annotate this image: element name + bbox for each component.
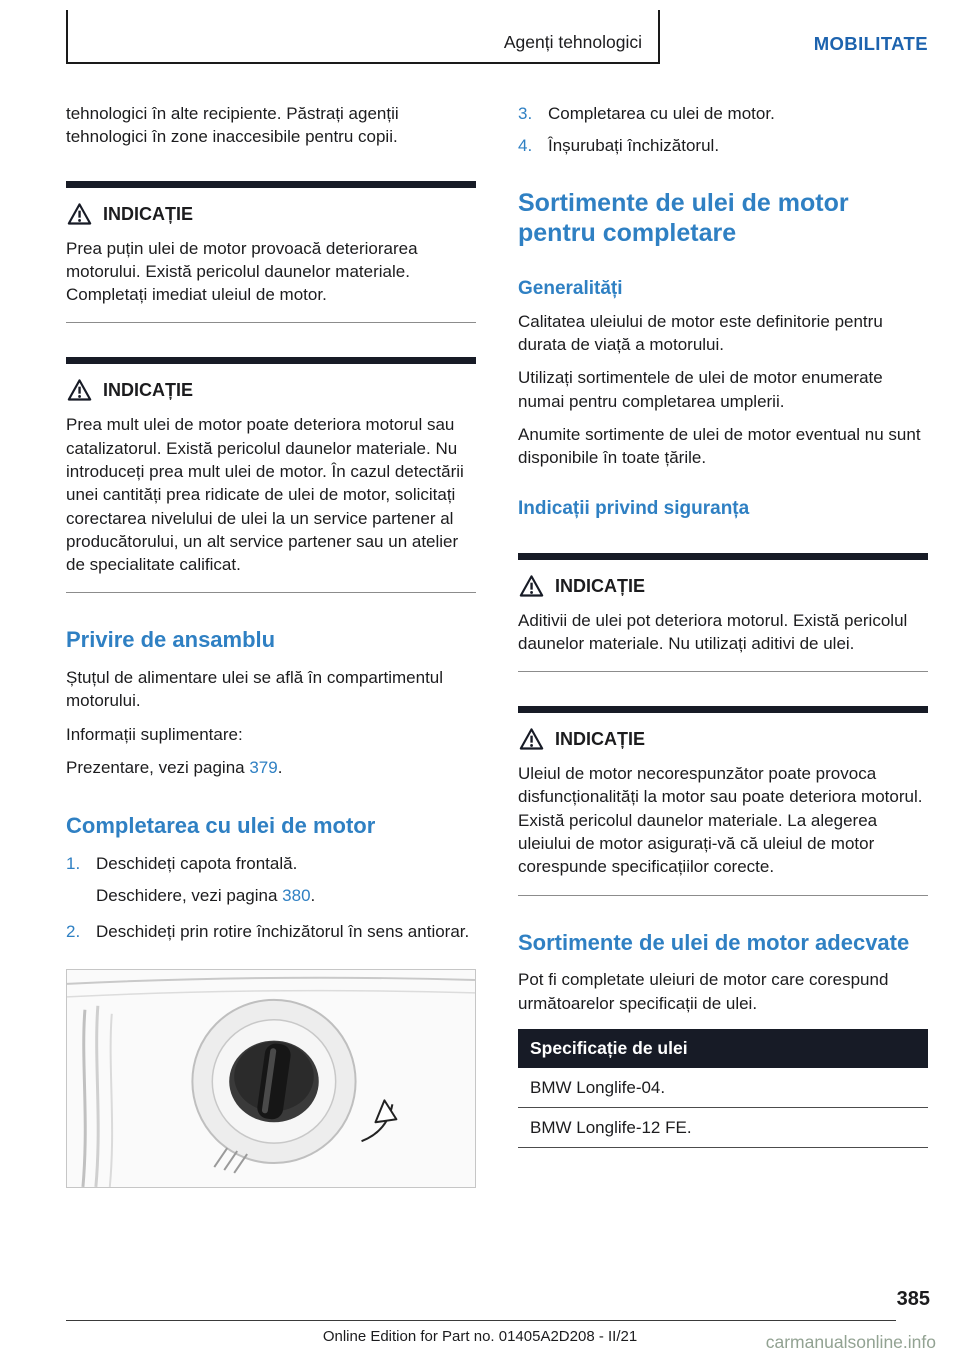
step-number: 2. bbox=[66, 921, 81, 941]
oil-filler-cap-illustration bbox=[66, 969, 476, 1188]
spec-table-header-row bbox=[518, 1029, 928, 1068]
notice-title: INDICAȚIE bbox=[555, 575, 645, 596]
step-text: Deschideți capota frontală. bbox=[96, 854, 298, 874]
step-text: Înșurubați închizătorul. bbox=[548, 136, 720, 156]
edition-text: Online Edition for Part no. 01405A2D208 - II/21 bbox=[322, 1328, 638, 1345]
step-number: 1. bbox=[66, 854, 81, 874]
adequate-oils-paragraph: Pot fi completate uleiuri de motor care corespund următoarelor specificații de ulei. bbox=[518, 970, 889, 1013]
page-link-379[interactable]: 379 bbox=[249, 758, 278, 778]
step-1-reference-line bbox=[96, 884, 476, 907]
notice-text: Aditivii de ulei pot deteriora motorul. Există pericolul daunelor materiale. Nu utilizați aditivi de ulei. bbox=[518, 610, 908, 653]
oil-spec-table bbox=[518, 1029, 928, 1148]
spec-table-header: Specificație de ulei bbox=[518, 1029, 928, 1068]
warning-triangle-icon bbox=[66, 377, 93, 404]
notice-header bbox=[66, 377, 476, 404]
column-right bbox=[518, 102, 928, 1188]
oil-sorts-heading: Sortimente de ulei de motor pentru completare bbox=[518, 188, 849, 248]
refill-heading: Completarea cu ulei de motor bbox=[66, 813, 376, 839]
notice-box-wrong-oil bbox=[518, 706, 928, 895]
oil-filler-cap-drawing bbox=[67, 970, 475, 1187]
notice-top-bar bbox=[66, 357, 476, 364]
overview-more-info: Informații suplimentare: bbox=[66, 724, 243, 744]
page-number: 385 bbox=[896, 1288, 930, 1310]
reference-text-suffix: . bbox=[277, 758, 283, 778]
notice-title: INDICAȚIE bbox=[103, 203, 193, 224]
page-header bbox=[66, 0, 930, 64]
notice-text: Uleiul de motor necorespunzător poate provoca disfuncționalități la motor sau poate deteriora motorul. Există pericolul daunelor materiale. La alegerea uleiului de motor asigurați-vă că uleiul de motor corespunde specificațiilor corecte. bbox=[518, 764, 923, 877]
section-title: Agenți tehnologici bbox=[503, 32, 642, 52]
general-paragraph-1: Calitatea uleiului de motor este definitorie pentru durata de viață a motorului. bbox=[518, 311, 883, 355]
adequate-oils-heading: Sortimente de ulei de motor adecvate bbox=[518, 929, 910, 955]
notice-title: INDICAȚIE bbox=[103, 380, 193, 401]
step-number: 3. bbox=[518, 104, 533, 123]
notice-header bbox=[66, 201, 476, 228]
running-section-area bbox=[66, 10, 658, 64]
step-item-1 bbox=[66, 852, 476, 875]
chapter-title-area bbox=[660, 0, 930, 64]
spec-table-row bbox=[518, 1107, 928, 1147]
safety-heading: Indicații privind siguranța bbox=[518, 498, 750, 520]
general-heading: Generalități bbox=[518, 277, 623, 299]
overview-heading: Privire de ansamblu bbox=[66, 627, 276, 653]
page-link-380[interactable]: 380 bbox=[282, 886, 311, 906]
watermark-text: carmanualsonline.info bbox=[765, 1332, 936, 1352]
step-text: Completarea cu ulei de motor. bbox=[548, 104, 775, 123]
spec-value: BMW Longlife-04. bbox=[518, 1068, 928, 1108]
notice-top-bar bbox=[518, 553, 928, 560]
overview-reference-line bbox=[66, 756, 476, 779]
notice-header bbox=[518, 573, 928, 600]
notice-box-too-little-oil bbox=[66, 181, 476, 324]
notice-top-bar bbox=[518, 706, 928, 713]
notice-text: Prea puțin ulei de motor provoacă deteriorarea motorului. Există pericolul daunelor materiale. Completați imediat uleiul de motor. bbox=[66, 238, 418, 305]
warning-triangle-icon bbox=[66, 201, 93, 228]
notice-header bbox=[518, 726, 928, 753]
overview-paragraph: Ștuțul de alimentare ulei se află în compartimentul motorului. bbox=[66, 668, 444, 711]
step-text: Deschideți prin rotire închizătorul în sens antiorar. bbox=[96, 921, 470, 941]
spec-table-row bbox=[518, 1068, 928, 1108]
chapter-title: MOBILITATE bbox=[813, 33, 928, 54]
reference-text-suffix: . bbox=[310, 886, 316, 906]
footer-rule bbox=[66, 1320, 896, 1321]
step-item-2 bbox=[66, 920, 476, 943]
general-paragraph-3: Anumite sortimente de ulei de motor eventual nu sunt disponibile în toate țările. bbox=[518, 424, 921, 468]
footer-bottom-row bbox=[66, 1328, 936, 1354]
continuation-text: tehnologici în alte recipiente. Păstrați agenții tehnologici în zone inaccesibile pentru copii. bbox=[66, 104, 399, 147]
step-item-4 bbox=[518, 134, 928, 157]
column-left bbox=[66, 102, 476, 1188]
general-paragraph-2: Utilizați sortimentele de ulei de motor enumerate numai pentru completarea umplerii. bbox=[518, 368, 883, 411]
spec-value: BMW Longlife-12 FE. bbox=[518, 1107, 928, 1147]
content-columns bbox=[66, 102, 928, 1188]
reference-text: Deschidere, vezi pagina bbox=[96, 886, 283, 906]
page-footer bbox=[66, 1288, 936, 1354]
notice-top-bar bbox=[66, 181, 476, 188]
notice-box-oil-additives bbox=[518, 553, 928, 673]
step-number: 4. bbox=[518, 136, 533, 156]
notice-text: Prea mult ulei de motor poate deteriora motorul sau catalizatorul. Există pericolul daunelor materiale. Nu introduceți prea mult ulei de motor. În cazul detectării unei cantități prea ridicate de ulei de motor, solicitați corectarea nivelului de ulei la un service partener al producătorului, un alt service partener sau un atelier de specialitate calificat. bbox=[66, 415, 464, 575]
step-item-3 bbox=[518, 102, 928, 125]
notice-box-too-much-oil bbox=[66, 357, 476, 593]
reference-text: Prezentare, vezi pagina bbox=[66, 758, 250, 778]
warning-triangle-icon bbox=[518, 573, 545, 600]
notice-title: INDICAȚIE bbox=[555, 729, 645, 750]
warning-triangle-icon bbox=[518, 726, 545, 753]
